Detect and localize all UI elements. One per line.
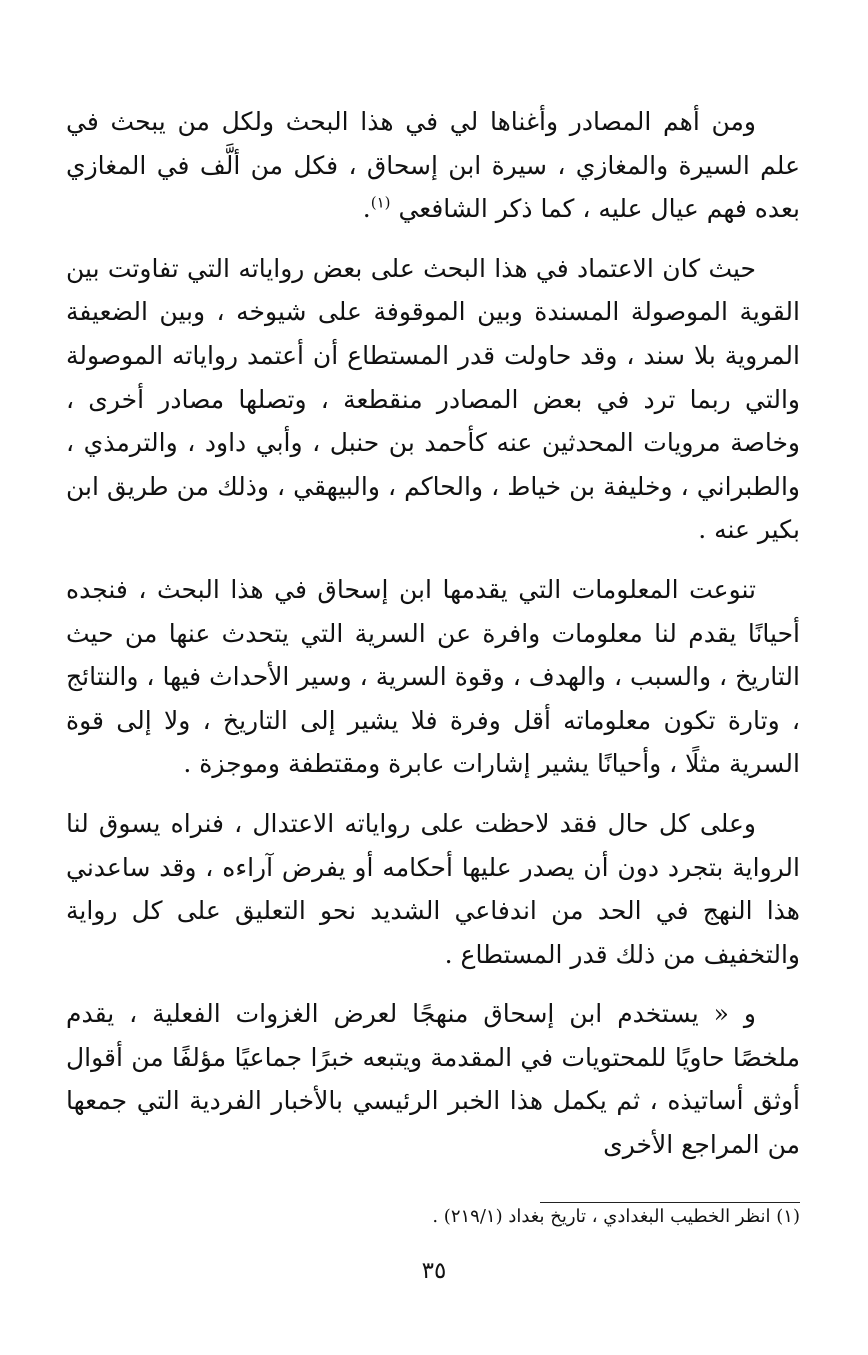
page-number: ٣٥: [421, 1258, 447, 1284]
paragraph-text: ومن أهم المصادر وأغناها لي في هذا البحث ولكل من يبحث في علم السيرة والمغازي ، سيرة ابن إسحاق ، فكل من ألَّف في المغازي بعده فهم عيال عليه ، كما ذكر الشافعي: [66, 107, 800, 224]
paragraph-3: تنوعت المعلومات التي يقدمها ابن إسحاق في هذا البحث ، فنجده أحيانًا يقدم لنا معلومات وافرة عن السرية التي يتحدث عنها من حيث التاريخ ، والسبب ، والهدف ، وقوة السرية ، وسير الأحداث فيها ، والنتائج ، وتارة تكون معلوماته أقل وفرة فلا يشير إلى التاريخ ، ولا إلى قوة السرية مثلًا ، وأحيانًا يشير إشارات عابرة ومقتطفة وموجزة .: [66, 574, 800, 779]
paragraph-5: و « يستخدم ابن إسحاق منهجًا لعرض الغزوات الفعلية ، يقدم ملخصًا حاويًا للمحتويات في المقدمة ويتبعه خبرًا جماعيًا مؤلفًا من أقوال أوثق أساتيذه ، ثم يكمل هذا الخبر الرئيسي بالأخبار الفردية التي جمعها من المراجع الأخرى: [66, 999, 800, 1160]
body-text: [66, 100, 800, 1183]
paragraph-2: حيث كان الاعتماد في هذا البحث على بعض رواياته التي تفاوتت بين القوية الموصولة المسندة وبين الموقوفة على شيوخه ، وبين الضعيفة المروية بلا سند ، وقد حاولت قدر المستطاع أن أعتمد رواياته الموصولة والتي ربما ترد في بعض المصادر منقطعة ، وتصلها مصادر أخرى ، وخاصة مرويات المحدثين عنه كأحمد بن حنبل ، وأبي داود ، والترمذي ، والطبراني ، وخليفة بن خياط ، والحاكم ، والبيهقي ، وذلك من طريق ابن بكير عنه .: [66, 253, 800, 545]
footnote-reference: (١): [370, 193, 391, 212]
paragraph-4: وعلى كل حال فقد لاحظت على رواياته الاعتدال ، فنراه يسوق لنا الرواية بتجرد دون أن يصدر عليها أحكامه أو يفرض آراءه ، وقد ساعدني هذا النهج في الحد من اندفاعي الشديد نحو التعليق على كل رواية والتخفيف من ذلك قدر المستطاع .: [66, 808, 800, 969]
footnote: (١) انظر الخطيب البغدادي ، تاريخ بغداد (٢١٩/١) .: [432, 1206, 800, 1227]
paragraph-tail: .: [362, 194, 371, 224]
paragraph-1: [66, 100, 800, 231]
